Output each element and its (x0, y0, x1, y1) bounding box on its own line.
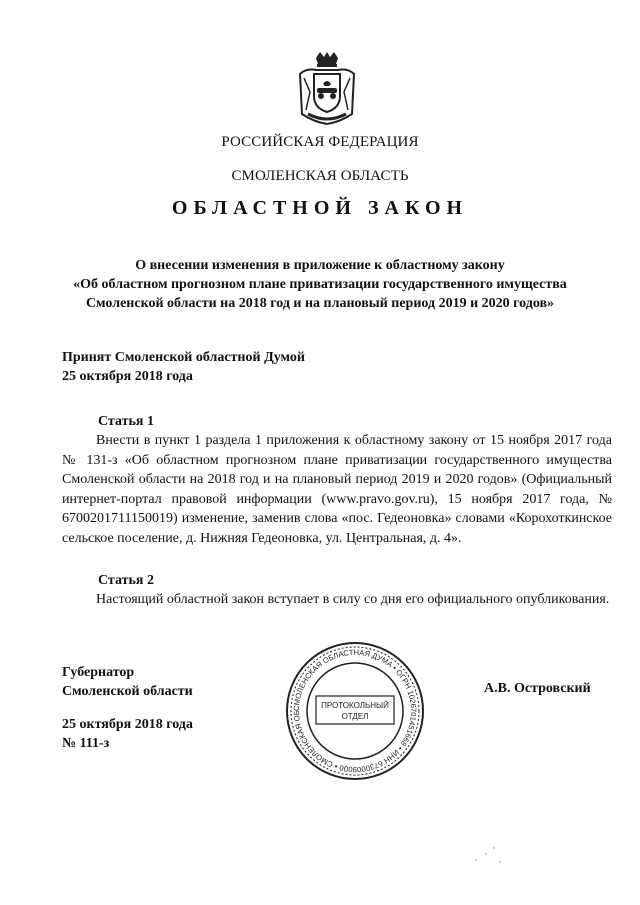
law-date: 25 октября 2018 года (62, 717, 193, 732)
article-1-heading: Статья 1 (98, 414, 154, 429)
law-date-number (62, 715, 193, 753)
law-subject-line: Смоленской области на 2018 год и на плановый период 2019 и 2020 годов» (85, 296, 555, 311)
region-name: СМОЛЕНСКАЯ ОБЛАСТЬ (231, 168, 409, 184)
signatory-title-line: Смоленской области (62, 684, 193, 699)
signatory-name: А.В. Островский (484, 681, 591, 696)
adoption-body: Принят Смоленской областной Думой (62, 350, 305, 365)
adoption-date: 25 октября 2018 года (62, 369, 193, 384)
signatory-title (62, 663, 193, 701)
official-seal (284, 640, 426, 782)
article-2-text: Настоящий областной закон вступает в силу со дня его официального опубликования. (96, 592, 610, 607)
law-subject (0, 256, 640, 313)
article-1-text: Внести в пункт 1 раздела 1 приложения к областному закону от 15 ноября 2017 года № 131-з «Об областном прогнозном плане приватизации государственного имущества Смоленской области на 2018 год и на плановый период 2019 и 2020 годов» (Официальный интернет-портал правовой информации (www.pravo.gov.ru), 15 ноября 2017 года, № 6700201711150019) изменение, заменив слова «пос. Гедеоновка» словами «Корохоткинское сельское поселение, д. Нижняя Гедеоновка, ул. Центральная, д. 4». (62, 433, 612, 546)
document-type-title: ОБЛАСТНОЙ ЗАКОН (171, 197, 469, 219)
article-2-heading: Статья 2 (98, 573, 154, 588)
scan-noise (470, 840, 510, 870)
seal-center-line: ОТДЕЛ (341, 712, 369, 721)
adoption-info (62, 348, 305, 386)
seal-ring-text: СМОЛЕНСКАЯ ОБЛАСТНАЯ ДУМА • ОГРН 1026701451668 • ИНН 6730009000 • СМОЛЕНСКАЯ ОБ (291, 647, 419, 775)
coat-of-arms-emblem (296, 52, 358, 126)
law-number: № 111-з (62, 736, 110, 751)
law-subject-line: О внесении изменения в приложение к областному закону (135, 258, 505, 273)
law-subject-line: «Об областном прогнозном плане приватизации государственного имущества (73, 277, 567, 292)
seal-center-line: ПРОТОКОЛЬНЫЙ (321, 701, 389, 710)
country-name: РОССИЙСКАЯ ФЕДЕРАЦИЯ (221, 134, 419, 150)
signatory-title-line: Губернатор (62, 665, 135, 680)
